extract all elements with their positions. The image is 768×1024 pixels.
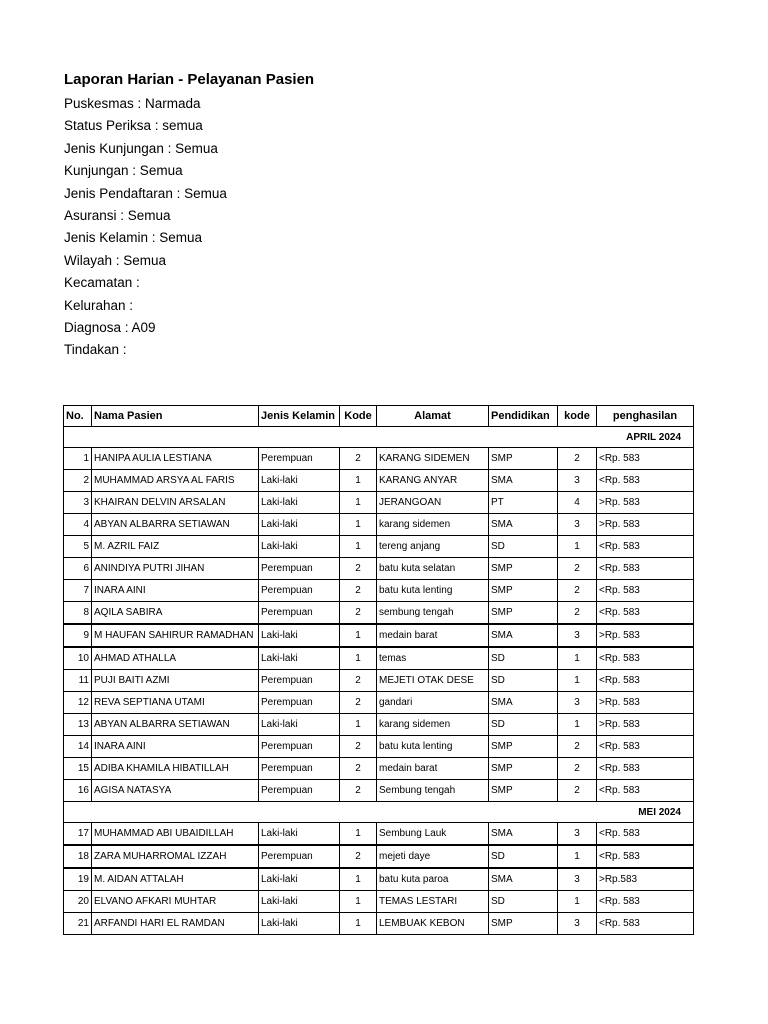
report-meta xyxy=(64,93,314,362)
cell-penghasilan: <Rp. 583 xyxy=(597,647,694,670)
cell-kode: 1 xyxy=(340,868,377,891)
cell-jenis-kelamin: Laki-laki xyxy=(259,913,340,935)
cell-jenis-kelamin: Laki-laki xyxy=(259,492,340,514)
cell-kode: 1 xyxy=(340,492,377,514)
cell-nama-pasien: M. AZRIL FAIZ xyxy=(92,536,259,558)
table-row xyxy=(64,823,694,846)
cell-kode: 1 xyxy=(340,823,377,846)
cell-pendidikan: SD xyxy=(489,714,558,736)
cell-alamat: KARANG ANYAR xyxy=(377,470,489,492)
cell-jenis-kelamin: Laki-laki xyxy=(259,714,340,736)
cell-jenis-kelamin: Laki-laki xyxy=(259,868,340,891)
meta-kunjungan: Kunjungan : Semua xyxy=(64,163,183,179)
cell-jenis-kelamin: Perempuan xyxy=(259,692,340,714)
month-section-row xyxy=(64,427,694,448)
cell-jenis-kelamin: Perempuan xyxy=(259,448,340,470)
cell-kode: 2 xyxy=(340,692,377,714)
cell-pendidikan: SMA xyxy=(489,470,558,492)
cell-jenis-kelamin: Laki-laki xyxy=(259,647,340,670)
cell-jenis-kelamin: Laki-laki xyxy=(259,823,340,846)
cell-no: 9 xyxy=(64,624,92,647)
cell-kode: 2 xyxy=(340,580,377,602)
cell-penghasilan: <Rp. 583 xyxy=(597,580,694,602)
cell-no: 13 xyxy=(64,714,92,736)
cell-kode-pendidikan: 3 xyxy=(558,913,597,935)
cell-kode: 1 xyxy=(340,891,377,913)
cell-no: 7 xyxy=(64,580,92,602)
cell-jenis-kelamin: Perempuan xyxy=(259,845,340,868)
cell-alamat: mejeti daye xyxy=(377,845,489,868)
cell-kode-pendidikan: 3 xyxy=(558,624,597,647)
cell-alamat: JERANGOAN xyxy=(377,492,489,514)
report-header xyxy=(64,70,314,362)
cell-kode-pendidikan: 2 xyxy=(558,602,597,625)
cell-kode: 2 xyxy=(340,670,377,692)
table-row xyxy=(64,448,694,470)
cell-kode-pendidikan: 1 xyxy=(558,536,597,558)
cell-pendidikan: SMA xyxy=(489,692,558,714)
cell-no: 20 xyxy=(64,891,92,913)
cell-penghasilan: <Rp. 583 xyxy=(597,736,694,758)
cell-kode-pendidikan: 1 xyxy=(558,891,597,913)
cell-nama-pasien: M. AIDAN ATTALAH xyxy=(92,868,259,891)
header-jenis-kelamin: Jenis Kelamin xyxy=(259,406,340,427)
cell-nama-pasien: ADIBA KHAMILA HIBATILLAH xyxy=(92,758,259,780)
table-row xyxy=(64,692,694,714)
cell-kode: 1 xyxy=(340,470,377,492)
cell-alamat: MEJETI OTAK DESE xyxy=(377,670,489,692)
meta-kelurahan: Kelurahan : xyxy=(64,297,134,313)
cell-pendidikan: SMA xyxy=(489,823,558,846)
cell-kode: 1 xyxy=(340,514,377,536)
cell-nama-pasien: M HAUFAN SAHIRUR RAMADHAN xyxy=(92,624,259,647)
cell-alamat: tereng anjang xyxy=(377,536,489,558)
cell-nama-pasien: INARA AINI xyxy=(92,736,259,758)
cell-alamat: medain barat xyxy=(377,758,489,780)
meta-diagnosa: Diagnosa : A09 xyxy=(64,320,156,336)
cell-jenis-kelamin: Laki-laki xyxy=(259,470,340,492)
cell-kode-pendidikan: 4 xyxy=(558,492,597,514)
cell-pendidikan: SMP xyxy=(489,448,558,470)
table-row xyxy=(64,913,694,935)
cell-no: 3 xyxy=(64,492,92,514)
cell-kode: 1 xyxy=(340,714,377,736)
meta-tindakan: Tindakan : xyxy=(64,342,127,358)
cell-nama-pasien: ANINDIYA PUTRI JIHAN xyxy=(92,558,259,580)
cell-pendidikan: SMP xyxy=(489,602,558,625)
table-row xyxy=(64,714,694,736)
cell-jenis-kelamin: Perempuan xyxy=(259,602,340,625)
cell-pendidikan: SMA xyxy=(489,868,558,891)
cell-alamat: Sembung tengah xyxy=(377,780,489,802)
cell-alamat: batu kuta paroa xyxy=(377,868,489,891)
cell-penghasilan: >Rp. 583 xyxy=(597,514,694,536)
cell-kode-pendidikan: 2 xyxy=(558,780,597,802)
cell-kode-pendidikan: 1 xyxy=(558,670,597,692)
cell-kode: 2 xyxy=(340,558,377,580)
cell-no: 12 xyxy=(64,692,92,714)
cell-nama-pasien: HANIPA AULIA LESTIANA xyxy=(92,448,259,470)
cell-penghasilan: <Rp. 583 xyxy=(597,448,694,470)
cell-penghasilan: <Rp. 583 xyxy=(597,758,694,780)
table-header-row xyxy=(64,406,694,427)
meta-wilayah: Wilayah : Semua xyxy=(64,252,167,268)
cell-alamat: karang sidemen xyxy=(377,714,489,736)
cell-jenis-kelamin: Laki-laki xyxy=(259,536,340,558)
cell-penghasilan: <Rp. 583 xyxy=(597,470,694,492)
cell-no: 11 xyxy=(64,670,92,692)
header-kode-pendidikan: kode xyxy=(558,406,597,427)
cell-no: 2 xyxy=(64,470,92,492)
table-row xyxy=(64,868,694,891)
cell-nama-pasien: REVA SEPTIANA UTAMI xyxy=(92,692,259,714)
cell-no: 14 xyxy=(64,736,92,758)
cell-kode-pendidikan: 1 xyxy=(558,714,597,736)
header-penghasilan: penghasilan xyxy=(597,406,694,427)
cell-kode-pendidikan: 2 xyxy=(558,580,597,602)
cell-jenis-kelamin: Laki-laki xyxy=(259,624,340,647)
cell-kode: 1 xyxy=(340,624,377,647)
table-row xyxy=(64,602,694,625)
cell-pendidikan: SMP xyxy=(489,780,558,802)
cell-penghasilan: >Rp.583 xyxy=(597,868,694,891)
cell-kode-pendidikan: 1 xyxy=(558,845,597,868)
cell-pendidikan: SD xyxy=(489,647,558,670)
cell-jenis-kelamin: Laki-laki xyxy=(259,514,340,536)
meta-jenis-kunjungan: Jenis Kunjungan : Semua xyxy=(64,140,218,156)
cell-alamat: karang sidemen xyxy=(377,514,489,536)
table-row xyxy=(64,845,694,868)
cell-penghasilan: <Rp. 583 xyxy=(597,823,694,846)
cell-no: 16 xyxy=(64,780,92,802)
cell-no: 18 xyxy=(64,845,92,868)
table-row xyxy=(64,670,694,692)
cell-pendidikan: SMP xyxy=(489,580,558,602)
meta-kecamatan: Kecamatan : xyxy=(64,275,140,291)
cell-no: 15 xyxy=(64,758,92,780)
cell-alamat: batu kuta selatan xyxy=(377,558,489,580)
cell-alamat: Sembung Lauk xyxy=(377,823,489,846)
cell-kode: 2 xyxy=(340,448,377,470)
cell-pendidikan: SMP xyxy=(489,736,558,758)
cell-kode: 1 xyxy=(340,647,377,670)
cell-no: 10 xyxy=(64,647,92,670)
cell-penghasilan: <Rp. 583 xyxy=(597,602,694,625)
patient-table xyxy=(63,405,694,935)
meta-status-periksa: Status Periksa : semua xyxy=(64,118,203,134)
cell-alamat: temas xyxy=(377,647,489,670)
table-row xyxy=(64,492,694,514)
report-title: Laporan Harian - Pelayanan Pasien xyxy=(64,71,315,88)
cell-no: 5 xyxy=(64,536,92,558)
cell-jenis-kelamin: Perempuan xyxy=(259,758,340,780)
cell-nama-pasien: INARA AINI xyxy=(92,580,259,602)
cell-pendidikan: SD xyxy=(489,536,558,558)
cell-pendidikan: SMA xyxy=(489,624,558,647)
cell-jenis-kelamin: Perempuan xyxy=(259,736,340,758)
cell-alamat: gandari xyxy=(377,692,489,714)
cell-nama-pasien: AQILA SABIRA xyxy=(92,602,259,625)
cell-alamat: batu kuta lenting xyxy=(377,736,489,758)
cell-alamat: medain barat xyxy=(377,624,489,647)
cell-jenis-kelamin: Laki-laki xyxy=(259,891,340,913)
cell-penghasilan: >Rp. 583 xyxy=(597,714,694,736)
cell-pendidikan: SMA xyxy=(489,514,558,536)
cell-pendidikan: SMP xyxy=(489,913,558,935)
table-row xyxy=(64,580,694,602)
cell-nama-pasien: KHAIRAN DELVIN ARSALAN xyxy=(92,492,259,514)
cell-jenis-kelamin: Perempuan xyxy=(259,558,340,580)
cell-nama-pasien: AGISA NATASYA xyxy=(92,780,259,802)
meta-jenis-pendaftaran: Jenis Pendaftaran : Semua xyxy=(64,185,227,201)
cell-nama-pasien: ZARA MUHARROMAL IZZAH xyxy=(92,845,259,868)
cell-nama-pasien: MUHAMMAD ARSYA AL FARIS xyxy=(92,470,259,492)
cell-alamat: batu kuta lenting xyxy=(377,580,489,602)
cell-nama-pasien: ELVANO AFKARI MUHTAR xyxy=(92,891,259,913)
cell-kode-pendidikan: 2 xyxy=(558,448,597,470)
cell-pendidikan: SD xyxy=(489,670,558,692)
table-row xyxy=(64,536,694,558)
cell-kode: 1 xyxy=(340,536,377,558)
table-row xyxy=(64,736,694,758)
cell-nama-pasien: ABYAN ALBARRA SETIAWAN xyxy=(92,714,259,736)
cell-kode-pendidikan: 2 xyxy=(558,758,597,780)
cell-no: 21 xyxy=(64,913,92,935)
table-row xyxy=(64,758,694,780)
table-row xyxy=(64,647,694,670)
header-kode: Kode xyxy=(340,406,377,427)
table-row xyxy=(64,780,694,802)
cell-no: 17 xyxy=(64,823,92,846)
cell-pendidikan: SD xyxy=(489,845,558,868)
meta-jenis-kelamin: Jenis Kelamin : Semua xyxy=(64,230,203,246)
cell-jenis-kelamin: Perempuan xyxy=(259,580,340,602)
cell-no: 8 xyxy=(64,602,92,625)
cell-penghasilan: <Rp. 583 xyxy=(597,913,694,935)
cell-kode-pendidikan: 3 xyxy=(558,823,597,846)
month-label: MEI 2024 xyxy=(64,802,694,823)
cell-nama-pasien: AHMAD ATHALLA xyxy=(92,647,259,670)
cell-jenis-kelamin: Perempuan xyxy=(259,780,340,802)
month-label: APRIL 2024 xyxy=(64,427,694,448)
cell-penghasilan: >Rp. 583 xyxy=(597,692,694,714)
cell-kode-pendidikan: 3 xyxy=(558,868,597,891)
cell-pendidikan: SD xyxy=(489,891,558,913)
cell-alamat: LEMBUAK KEBON xyxy=(377,913,489,935)
month-section-row xyxy=(64,802,694,823)
cell-penghasilan: <Rp. 583 xyxy=(597,670,694,692)
cell-kode-pendidikan: 3 xyxy=(558,470,597,492)
cell-pendidikan: SMP xyxy=(489,558,558,580)
cell-nama-pasien: MUHAMMAD ABI UBAIDILLAH xyxy=(92,823,259,846)
header-pendidikan: Pendidikan xyxy=(489,406,558,427)
table-row xyxy=(64,470,694,492)
cell-alamat: TEMAS LESTARI xyxy=(377,891,489,913)
cell-no: 6 xyxy=(64,558,92,580)
cell-kode: 2 xyxy=(340,602,377,625)
cell-kode-pendidikan: 2 xyxy=(558,558,597,580)
table-row xyxy=(64,514,694,536)
cell-kode: 1 xyxy=(340,913,377,935)
cell-penghasilan: <Rp. 583 xyxy=(597,558,694,580)
cell-penghasilan: >Rp. 583 xyxy=(597,624,694,647)
cell-alamat: KARANG SIDEMEN xyxy=(377,448,489,470)
cell-nama-pasien: PUJI BAITI AZMI xyxy=(92,670,259,692)
cell-kode: 2 xyxy=(340,845,377,868)
cell-no: 1 xyxy=(64,448,92,470)
cell-kode: 2 xyxy=(340,736,377,758)
cell-penghasilan: <Rp. 583 xyxy=(597,845,694,868)
cell-nama-pasien: ARFANDI HARI EL RAMDAN xyxy=(92,913,259,935)
meta-asuransi: Asuransi : Semua xyxy=(64,208,171,224)
cell-alamat: sembung tengah xyxy=(377,602,489,625)
table-row xyxy=(64,891,694,913)
cell-kode-pendidikan: 3 xyxy=(558,692,597,714)
cell-kode-pendidikan: 2 xyxy=(558,736,597,758)
header-nama-pasien: Nama Pasien xyxy=(92,406,259,427)
cell-kode: 2 xyxy=(340,758,377,780)
cell-kode-pendidikan: 1 xyxy=(558,647,597,670)
table-row xyxy=(64,558,694,580)
cell-pendidikan: PT xyxy=(489,492,558,514)
table-row xyxy=(64,624,694,647)
cell-penghasilan: <Rp. 583 xyxy=(597,891,694,913)
cell-jenis-kelamin: Perempuan xyxy=(259,670,340,692)
cell-penghasilan: <Rp. 583 xyxy=(597,536,694,558)
cell-kode: 2 xyxy=(340,780,377,802)
cell-no: 4 xyxy=(64,514,92,536)
cell-pendidikan: SMP xyxy=(489,758,558,780)
table-body xyxy=(64,427,694,935)
cell-no: 19 xyxy=(64,868,92,891)
header-no: No. xyxy=(64,406,92,427)
header-alamat: Alamat xyxy=(377,406,489,427)
cell-nama-pasien: ABYAN ALBARRA SETIAWAN xyxy=(92,514,259,536)
cell-penghasilan: <Rp. 583 xyxy=(597,780,694,802)
cell-penghasilan: >Rp. 583 xyxy=(597,492,694,514)
meta-puskesmas: Puskesmas : Narmada xyxy=(64,96,201,111)
cell-kode-pendidikan: 3 xyxy=(558,514,597,536)
